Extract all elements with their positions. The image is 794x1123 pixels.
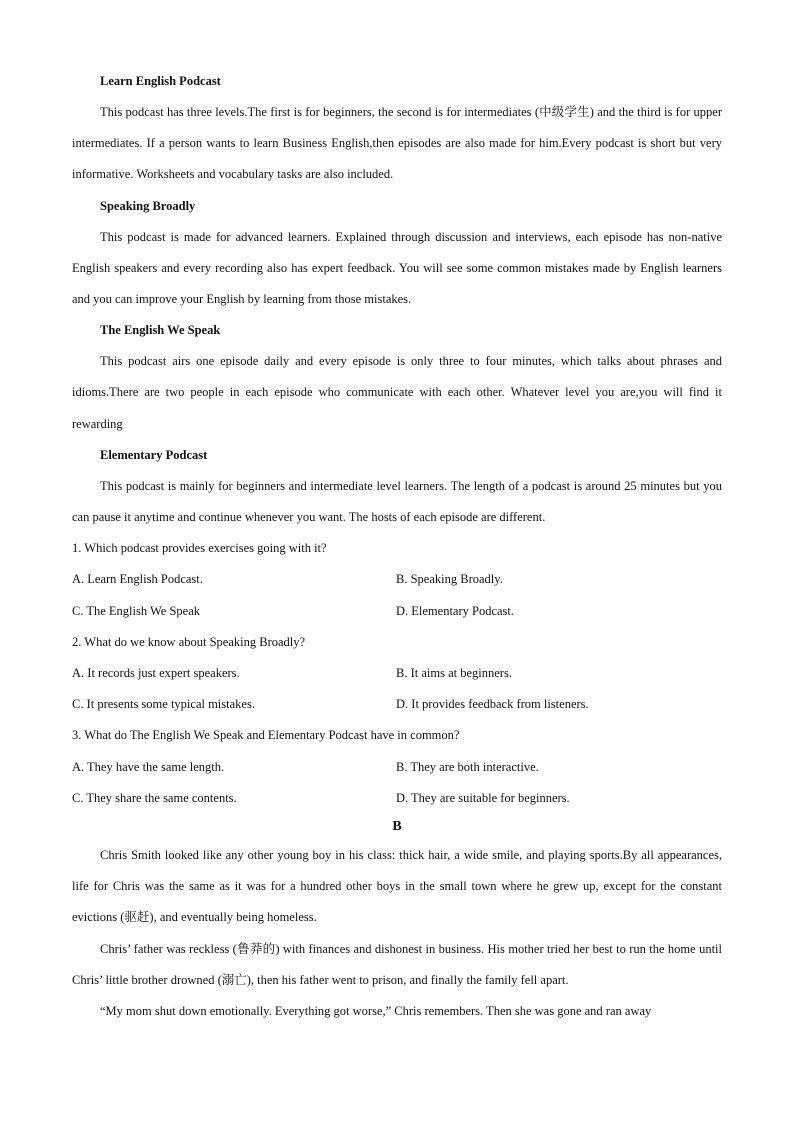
section-b-passage [72, 840, 722, 1027]
passage-paragraph: “My mom shut down emotionally. Everything got worse,” Chris remembers. Then she was gone and ran away [100, 1004, 652, 1019]
question-stem: 2. What do we know about Speaking Broadly? [72, 634, 306, 649]
option-c: C. They share the same contents. [72, 790, 237, 805]
option-d: D. They are suitable for beginners. [396, 790, 570, 805]
question-1 [72, 533, 722, 627]
podcast-description: This podcast is made for advanced learners. Explained through discussion and interviews, each episode has non-native English speakers and every recording also has expert feedback. You will see some common mistakes made by English learners and you can improve your English by learning from those mistakes. [72, 229, 722, 307]
section-b-title: B [392, 819, 402, 835]
passage-paragraph: Chris Smith looked like any other young boy in his class: thick hair, a wide smile, and playing sports.By all appearances, life for Chris was the same as it was for a hundred other boys in the small town where he grew up, except for the constant evictions (驱赶), and eventually being homeless. [72, 848, 722, 925]
podcast-section-4 [72, 440, 722, 533]
option-a: A. Learn English Podcast. [72, 572, 203, 587]
question-options [72, 658, 722, 720]
podcast-title: Speaking Broadly [100, 198, 196, 213]
option-d: D. Elementary Podcast. [396, 603, 515, 618]
podcast-description: This podcast airs one episode daily and every episode is only three to four minutes, which talks about phrases and idioms.There are two people in each episode who communicate with each other. Whatever level you are,you will find it rewarding [72, 354, 722, 431]
question-options [72, 752, 722, 814]
option-c: C. It presents some typical mistakes. [72, 697, 255, 712]
question-stem: 1. Which podcast provides exercises going with it? [72, 541, 327, 556]
podcast-description: This podcast is mainly for beginners and intermediate level learners. The length of a podcast is around 25 minutes but you can pause it anytime and continue whenever you want. The hosts of each episode are different. [72, 478, 722, 525]
option-c: C. The English We Speak [72, 603, 201, 618]
podcast-title: The English We Speak [100, 323, 221, 338]
question-2 [72, 627, 722, 721]
option-a: A. They have the same length. [72, 759, 225, 774]
document-page [72, 66, 722, 1027]
option-a: A. It records just expert speakers. [72, 666, 240, 681]
podcast-title: Elementary Podcast [100, 447, 208, 462]
option-b: B. It aims at beginners. [396, 666, 512, 681]
passage-paragraph: Chris’ father was reckless (鲁莽的) with finances and dishonest in business. His mother tried her best to run the home until Chris’ little brother drowned (溺亡), then his father went to prison, and finally the family fell apart. [72, 941, 722, 987]
podcast-section-1 [72, 66, 722, 191]
question-options [72, 564, 722, 626]
podcast-description: This podcast has three levels.The first is for beginners, the second is for intermediates (中级学生) and the third is for upper intermediates. If a person wants to learn Business English,then episodes are also made for him.Every podcast is short but very informative. Worksheets and vocabulary tasks are also included. [72, 105, 722, 182]
option-b: B. They are both interactive. [396, 759, 539, 774]
option-d: D. It provides feedback from listeners. [396, 697, 589, 712]
question-3 [72, 720, 722, 814]
podcast-section-3 [72, 315, 722, 440]
podcast-title: Learn English Podcast [100, 74, 221, 88]
question-stem: 3. What do The English We Speak and Elementary Podcast have in common? [72, 728, 460, 743]
option-b: B. Speaking Broadly. [396, 572, 503, 587]
podcast-section-2 [72, 191, 722, 316]
